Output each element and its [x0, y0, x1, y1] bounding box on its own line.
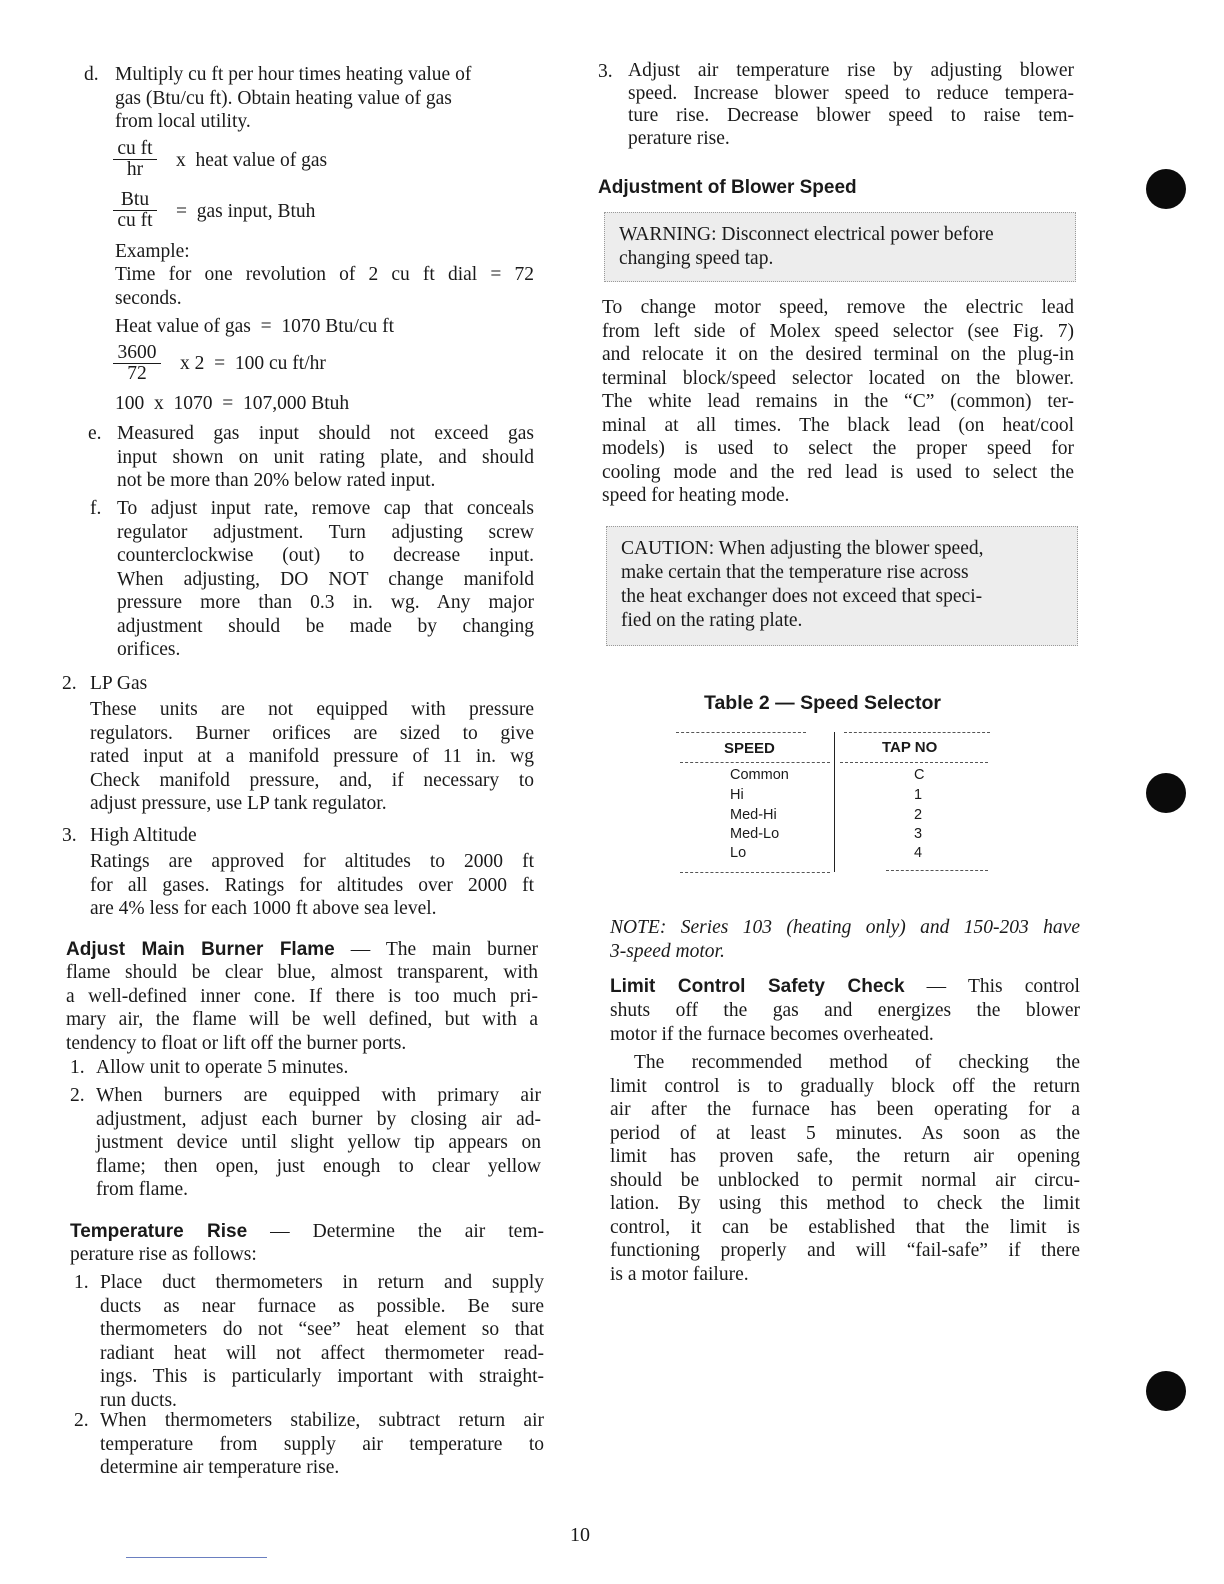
text-line: tendency to float or lift off the burner ports. — [66, 1032, 407, 1054]
text-line: orifices. — [117, 639, 181, 660]
text-line: adjustment, adjust each burner by closing air ad- — [96, 1108, 541, 1130]
text-line: When thermometers stabilize, subtract return air — [100, 1410, 544, 1431]
fraction-3600-per-72 — [113, 342, 161, 384]
text-line: Check manifold pressure, and, if necessary to — [90, 769, 534, 791]
limit-control-heading: Limit Control Safety Check — [610, 976, 905, 997]
text-line: terminal block/speed selector located on the blower. — [602, 367, 1074, 389]
text-line: for all gases. Ratings for altitudes over 2000 ft — [90, 874, 534, 896]
fraction-numerator: Btu — [113, 189, 157, 211]
text-span: — Determine the air tem- — [247, 1221, 544, 1242]
list-marker-1: 1. — [70, 1057, 85, 1078]
temperature-rise-heading: Temperature Rise — [70, 1221, 248, 1242]
text-line: When burners are equipped with primary air — [96, 1085, 541, 1106]
formula-gas-input: = gas input, Btuh — [176, 201, 316, 222]
text-line: lation. By using this method to check the limit — [610, 1193, 1080, 1214]
text-line: control, it can be established that the limit is — [610, 1216, 1080, 1238]
table-row: Common — [730, 767, 789, 783]
text-line: When adjusting, DO NOT change manifold — [117, 568, 534, 590]
text-line: not be more than 20% below rated input. — [117, 470, 436, 491]
temperature-step-2 — [100, 1409, 544, 1480]
table-cell: 3 — [914, 826, 923, 842]
burner-step-2 — [96, 1084, 541, 1202]
text-line: rated input at a manifold pressure of 11 in. wg — [90, 746, 534, 767]
text-line: shuts off the gas and energizes the blower — [610, 1000, 1080, 1021]
example-line: Time for one revolution of 2 cu ft dial = 72 — [115, 264, 534, 285]
fraction-denominator: cu ft — [117, 210, 153, 231]
text-line: from local utility. — [115, 111, 251, 132]
formula-cuft-per-hr: x 2 = 100 cu ft/hr — [180, 353, 326, 374]
table-cell: 2 — [914, 807, 923, 823]
fraction-cuft-per-hr — [113, 138, 157, 180]
list-marker-3: 3. — [598, 61, 613, 82]
result-line: 100 x 1070 = 107,000 Btuh — [115, 393, 350, 414]
caution-line: the heat exchanger does not exceed that speci- — [621, 586, 983, 607]
text-line: are 4% less for each 1000 ft above sea level. — [90, 898, 437, 919]
list-marker-d: d. — [84, 64, 99, 85]
text-line: limit control is to gradually block off the return — [610, 1075, 1080, 1097]
footer-rule — [126, 1557, 267, 1558]
text-line: period of at least 5 minutes. As soon as the — [610, 1122, 1080, 1144]
text-line: mary air, the flame will be well defined, but with a — [66, 1009, 538, 1030]
list-marker-2: 2. — [74, 1410, 89, 1431]
lp-gas-title: LP Gas — [90, 673, 148, 694]
text-line: motor if the furnace becomes overheated. — [610, 1023, 934, 1045]
list-marker-f: f. — [90, 498, 102, 519]
text-line: flame should be clear blue, almost transparent, with — [66, 962, 538, 983]
blower-speed-heading: Adjustment of Blower Speed — [598, 177, 857, 198]
speed-selector-table — [676, 728, 992, 878]
temperature-rise-first-line — [70, 1220, 544, 1244]
text-line: air after the furnace has been operating for a — [610, 1099, 1080, 1120]
table-bottom-rule — [886, 870, 988, 871]
limit-control-first-line — [610, 975, 1080, 999]
burner-flame-heading: Adjust Main Burner Flame — [66, 939, 335, 960]
warning-box — [604, 212, 1076, 282]
text-line: NOTE: Series 103 (heating only) and 150-203 have — [610, 917, 1080, 938]
formula-heat-value: x heat value of gas — [176, 150, 328, 171]
text-line: regulators. Burner orifices are sized to give — [90, 722, 534, 744]
caution-box — [606, 526, 1078, 646]
temperature-step-1 — [100, 1271, 544, 1412]
text-line: determine air temperature rise. — [100, 1457, 340, 1478]
list-marker-1: 1. — [74, 1272, 89, 1293]
text-line: ducts as near furnace as possible. Be sure — [100, 1295, 544, 1317]
table-top-rule — [676, 732, 806, 733]
text-line: should be unblocked to permit normal air circu- — [610, 1169, 1080, 1191]
table-row: Lo — [730, 845, 747, 861]
table-cell: 1 — [914, 787, 923, 803]
list-marker-2: 2. — [62, 673, 77, 694]
text-line: justment device until slight yellow tip appears on — [96, 1132, 541, 1153]
high-altitude-paragraph — [90, 850, 534, 921]
text-line: The white lead remains in the “C” (common) ter- — [602, 391, 1074, 412]
text-line: regulator adjustment. Turn adjusting screw — [117, 521, 534, 543]
table-bottom-rule — [680, 872, 830, 873]
burner-step-1: Allow unit to operate 5 minutes. — [96, 1057, 349, 1078]
fraction-denominator: 72 — [127, 363, 147, 384]
text-line: is a motor failure. — [610, 1263, 749, 1285]
warning-line: WARNING: Disconnect electrical power before — [619, 224, 994, 245]
text-span: — This control — [904, 976, 1080, 997]
list-marker-2: 2. — [70, 1085, 85, 1106]
text-line: radiant heat will not affect thermometer read- — [100, 1342, 544, 1364]
text-line: thermometers do not “see” heat element so that — [100, 1319, 544, 1340]
text-line: speed for heating mode. — [602, 485, 790, 506]
text-line: pressure more than 0.3 in. wg. Any major — [117, 592, 534, 613]
caution-line: fied on the rating plate. — [621, 610, 803, 631]
punch-hole-bottom — [1146, 1371, 1186, 1411]
text-line: from flame. — [96, 1179, 189, 1200]
text-line: speed. Increase blower speed to reduce tempera- — [628, 82, 1074, 104]
punch-hole-top — [1146, 169, 1186, 209]
text-line: counterclockwise (out) to decrease input. — [117, 545, 534, 566]
paragraph-e — [117, 422, 534, 493]
caution-line: CAUTION: When adjusting the blower speed, — [621, 538, 984, 559]
example-line: seconds. — [115, 288, 182, 309]
high-altitude-title: High Altitude — [90, 825, 197, 846]
table-row: Med-Hi — [730, 807, 777, 823]
lp-gas-paragraph — [90, 698, 534, 816]
burner-flame-first-line — [66, 938, 538, 962]
text-line: perature rise. — [628, 127, 730, 149]
table-cell: 4 — [914, 845, 923, 861]
table-title: Table 2 — Speed Selector — [704, 692, 941, 714]
text-line: To change motor speed, remove the electric lead — [602, 297, 1074, 318]
text-line: Place duct thermometers in return and supply — [100, 1272, 544, 1293]
text-line: a well-defined inner cone. If there is too much pri- — [66, 985, 538, 1007]
text-line: To adjust input rate, remove cap that conceals — [117, 498, 534, 519]
adjust-air-step — [628, 60, 1074, 150]
text-line: Multiply cu ft per hour times heating value of — [115, 64, 472, 85]
page-number: 10 — [570, 1524, 590, 1546]
text-line: adjust pressure, use LP tank regulator. — [90, 793, 387, 814]
note-paragraph — [610, 916, 1080, 963]
paragraph-f — [117, 497, 534, 662]
fraction-numerator: 3600 — [113, 342, 161, 364]
text-line: and relocate it on the desired terminal on the plug-in — [602, 344, 1074, 365]
text-line: Measured gas input should not exceed gas — [117, 423, 534, 444]
fraction-btu-per-cuft — [113, 189, 157, 231]
punch-hole-middle — [1146, 773, 1186, 813]
text-line: Ratings are approved for altitudes to 2000 ft — [90, 851, 534, 872]
text-line: from left side of Molex speed selector (see Fig. 7) — [602, 320, 1074, 342]
table-row: Med-Lo — [730, 826, 780, 842]
motor-speed-paragraph — [602, 296, 1074, 508]
text-line: Adjust air temperature rise by adjusting blower — [628, 60, 1074, 81]
paragraph-d — [115, 63, 534, 134]
text-line: 3-speed motor. — [610, 940, 725, 962]
table-cell: C — [914, 767, 925, 783]
fraction-numerator: cu ft — [113, 138, 157, 160]
table-header-rule — [680, 762, 830, 763]
text-line: temperature from supply air temperature to — [100, 1433, 544, 1455]
table-header-rule — [840, 762, 988, 763]
text-line: models) is used to select the proper speed for — [602, 438, 1074, 459]
text-line: ture rise. Decrease blower speed to raise tem- — [628, 105, 1074, 126]
text-line: flame; then open, just enough to clear yellow — [96, 1155, 541, 1177]
text-line: limit has proven safe, the return air opening — [610, 1146, 1080, 1167]
table-top-rule — [844, 732, 990, 733]
burner-flame-paragraph — [66, 961, 538, 1055]
example-label: Example: — [115, 241, 190, 262]
limit-check-paragraph — [610, 1051, 1080, 1286]
table-divider — [834, 732, 835, 872]
list-marker-e: e. — [88, 423, 102, 444]
caution-line: make certain that the temperature rise across — [621, 562, 969, 583]
text-line: cooling mode and the red lead is used to select the — [602, 461, 1074, 483]
limit-control-paragraph — [610, 999, 1080, 1046]
text-line: The recommended method of checking the — [634, 1052, 1080, 1073]
fraction-denominator: hr — [126, 159, 144, 180]
text-line: functioning properly and will “fail-safe” if there — [610, 1240, 1080, 1261]
heat-value-line: Heat value of gas = 1070 Btu/cu ft — [115, 316, 395, 337]
text-line: adjustment should be made by changing — [117, 615, 534, 637]
text-line: run ducts. — [100, 1389, 177, 1411]
text-line: ings. This is particularly important with straight- — [100, 1366, 544, 1387]
text-line: gas (Btu/cu ft). Obtain heating value of gas — [115, 87, 452, 109]
text-line: input shown on unit rating plate, and should — [117, 446, 534, 468]
table-header-speed: SPEED — [724, 740, 775, 757]
warning-line: changing speed tap. — [619, 248, 774, 269]
text-line: minal at all times. The black lead (on heat/cool — [602, 414, 1074, 436]
text-line: These units are not equipped with pressure — [90, 699, 534, 720]
table-header-tap-no: TAP NO — [882, 739, 938, 756]
table-row: Hi — [730, 787, 744, 803]
list-marker-3: 3. — [62, 825, 77, 846]
text-span: — The main burner — [334, 939, 538, 960]
temperature-rise-line2: perature rise as follows: — [70, 1244, 257, 1265]
